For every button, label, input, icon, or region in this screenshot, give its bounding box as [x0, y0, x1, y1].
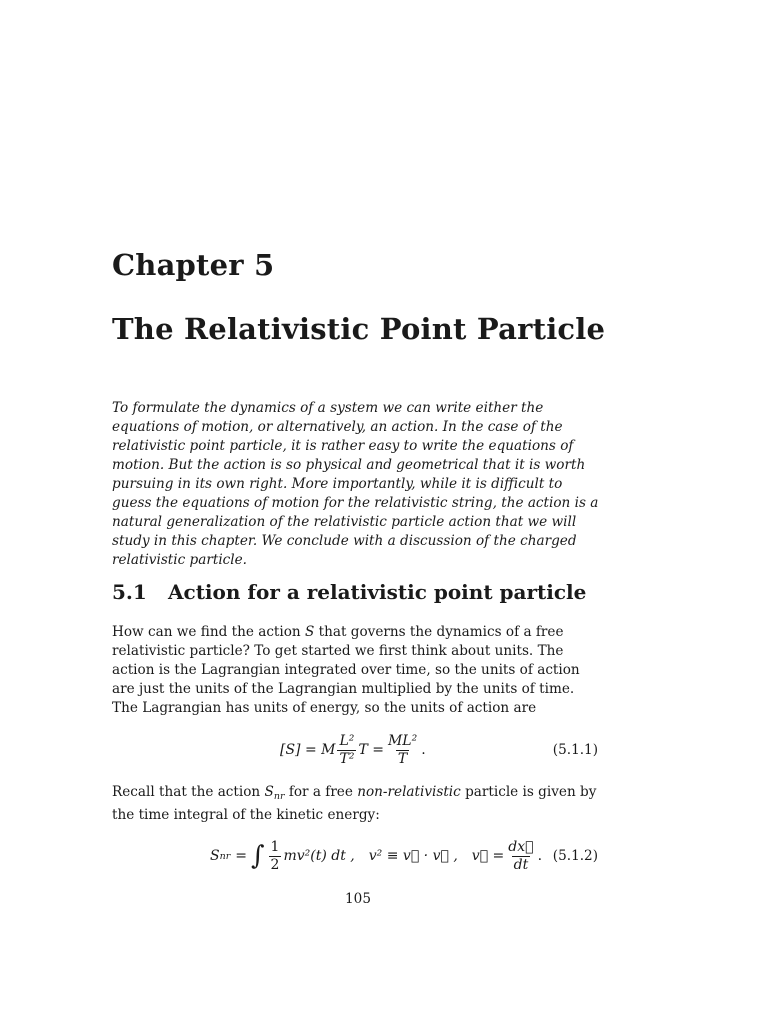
equation-body — [280, 722, 426, 778]
eq-v2-definition: v² ≡ v⃗ · v⃗ , — [368, 848, 458, 864]
equation-number: (5.1.1) — [552, 742, 598, 758]
eq-equals: = — [235, 848, 247, 864]
page-number: 105 — [345, 891, 371, 907]
paragraph-text: Recall that the action — [112, 784, 265, 800]
eq-denominator: T — [397, 750, 408, 767]
eq-numerator: L² — [339, 732, 355, 749]
eq-fraction — [506, 839, 535, 874]
eq-fraction — [337, 733, 356, 768]
math-variable: S — [264, 784, 274, 800]
eq-denominator: dt — [513, 856, 529, 873]
eq-denominator: 2 — [270, 856, 280, 873]
eq-integrand: mv²(t) dt , — [283, 848, 355, 864]
eq-lhs: [S] = M — [280, 742, 336, 758]
abstract-text: To formulate the dynamics of a system we can write either the equations of motion, or alternatively, an action. In the case of the relativistic point particle, it is rather easy to write the equations of motion. But the action is so physical and geometrical that it is worth pursuing in its own right. More importantly, while it is difficult to guess the equations of motion for the relativistic string, the action is a natural generalization of the relativistic particle action that we will study in this chapter. We conclude with a discussion of the charged relativistic particle. — [112, 400, 599, 568]
eq-numerator: dx⃗ — [508, 838, 534, 855]
eq-denominator: T² — [339, 750, 355, 767]
eq-v-lhs: v⃗ = — [471, 848, 505, 864]
integral-symbol: ∫ — [251, 841, 265, 871]
paragraph-text: that governs the dynamics of a free relativistic particle? To get started we first think about units. The action is the Lagrangian integrated over time, so the units of action are just the units of the Lagrangian multiplied by the units of time. The Lagrangian has units of energy, so the units of action are — [112, 624, 580, 716]
paragraph-text: particle is given by the time integral of the kinetic energy: — [112, 784, 597, 823]
chapter-abstract — [112, 399, 604, 570]
section-title: Action for a relativistic point particle — [168, 580, 587, 604]
section-heading — [112, 580, 632, 604]
eq-numerator: ML² — [387, 732, 418, 749]
eq-lhs-sub: nr — [219, 850, 231, 862]
eq-period: . — [537, 848, 543, 864]
equation-5-1-1 — [112, 722, 604, 778]
eq-lhs-var: S — [210, 848, 220, 864]
paragraph-text: for a free — [284, 784, 358, 800]
section-number: 5.1 — [112, 580, 147, 604]
equation-number: (5.1.2) — [552, 848, 598, 864]
paragraph-nonrelativistic — [112, 783, 604, 825]
eq-numerator: 1 — [270, 838, 280, 855]
math-subscript: nr — [273, 791, 285, 802]
eq-middle: T = — [358, 742, 384, 758]
math-variable: S — [305, 624, 315, 640]
paragraph-text: How can we find the action — [112, 624, 306, 640]
eq-fraction — [386, 733, 419, 768]
eq-fraction — [269, 839, 282, 874]
equation-5-1-2 — [112, 828, 604, 884]
chapter-title: The Relativistic Point Particle — [112, 312, 606, 346]
eq-period: . — [421, 742, 426, 758]
equation-body — [210, 828, 542, 884]
emphasis-text: non-relativistic — [357, 784, 461, 800]
paragraph-units — [112, 623, 604, 718]
chapter-label: Chapter 5 — [112, 248, 275, 282]
